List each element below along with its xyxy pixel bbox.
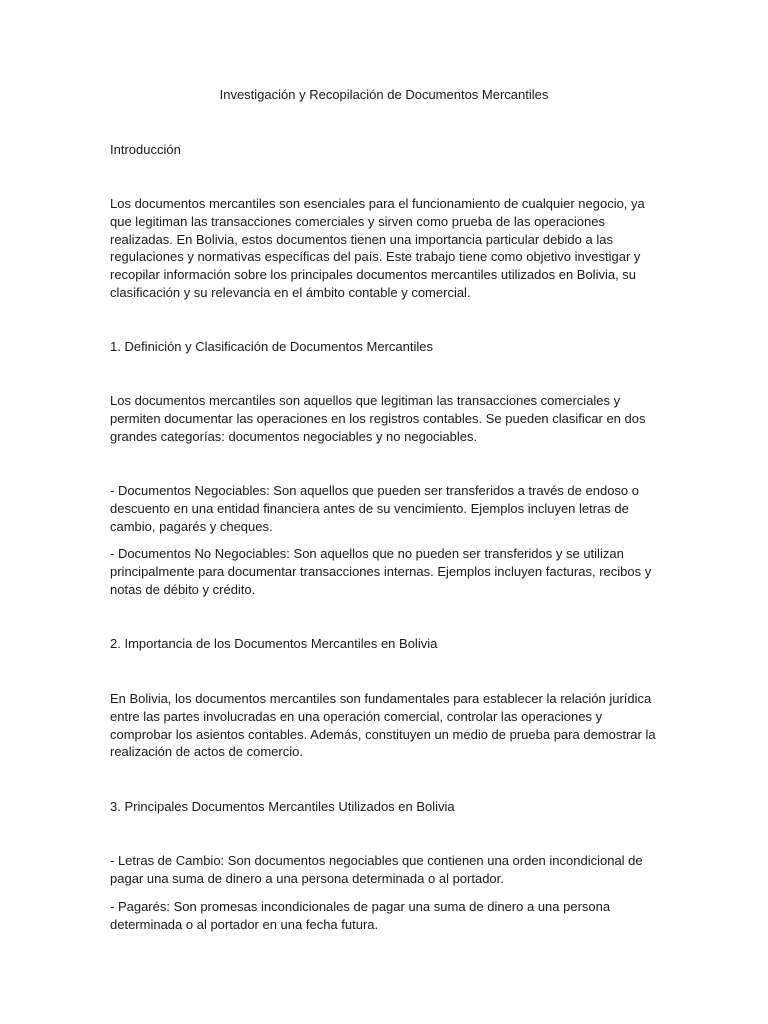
section1-item-no-negociables: - Documentos No Negociables: Son aquellos que no pueden ser transferidos y se utilizan principalmente para documentar transacciones internas. Ejemplos incluyen facturas, recibos y notas de débito y crédito. (110, 546, 652, 597)
section2-paragraph: En Bolivia, los documentos mercantiles son fundamentales para establecer la relación jurídica entre las partes involucradas en una operación comercial, controlar las operaciones y comprobar los asientos contables. Además, constituyen un medio de prueba para demostrar la realización de actos de comercio. (110, 691, 656, 760)
section1-heading: 1. Definición y Clasificación de Documentos Mercantiles (110, 339, 433, 354)
section3-heading: 3. Principales Documentos Mercantiles Utilizados en Bolivia (110, 799, 455, 814)
section1-item-negociables: - Documentos Negociables: Son aquellos que pueden ser transferidos a través de endoso o descuento en una entidad financiera antes de su vencimiento. Ejemplos incluyen letras de cambio, pagarés y cheques. (110, 483, 639, 534)
intro-heading: Introducción (110, 142, 181, 157)
intro-paragraph: Los documentos mercantiles son esenciales para el funcionamiento de cualquier negocio, ya que legitiman las transacciones comerciales y sirven como prueba de las operaciones realizadas. En Bolivia, estos documentos tienen una importancia particular debido a las regulaciones y normativas específicas del país. Este trabajo tiene como objetivo investigar y recopilar información sobre los principales documentos mercantiles utilizados en Bolivia, su clasificación y su relevancia en el ámbito contable y comercial. (110, 196, 645, 300)
section3-item-letras: - Letras de Cambio: Son documentos negociables que contienen una orden incondicional de pagar una suma de dinero a una persona determinada o al portador. (110, 853, 643, 886)
section2-heading: 2. Importancia de los Documentos Mercantiles en Bolivia (110, 636, 438, 651)
section3-item-pagares: - Pagarés: Son promesas incondicionales de pagar una suma de dinero a una persona determinada o al portador en una fecha futura. (110, 899, 611, 932)
section1-paragraph: Los documentos mercantiles son aquellos que legitiman las transacciones comerciales y permiten documentar las operaciones en los registros contables. Se pueden clasificar en dos grandes categorías: documentos negociables y no negociables. (110, 393, 646, 444)
document-title: Investigación y Recopilación de Documentos Mercantiles (219, 87, 549, 102)
